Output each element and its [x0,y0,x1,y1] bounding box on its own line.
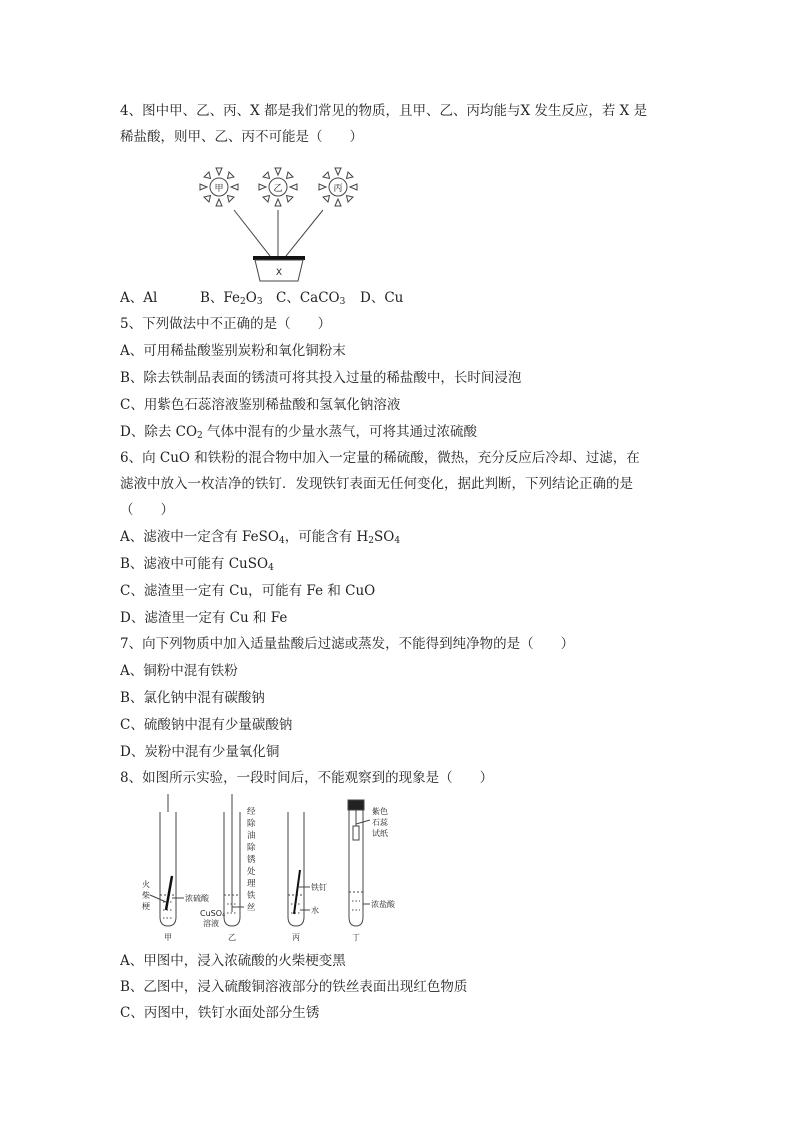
q4-option-b: B、$Fe_2O_3$ [200,290,263,307]
connector-line-1 [234,210,270,256]
label-iron-wire [247,807,256,913]
q5-option-d: D、除去 $CO_2$ 气体中混有的少量水蒸气，可将其通过浓硫酸 [120,424,478,441]
label-nail: 铁钉 [311,883,327,892]
q6-stem-line1: 6、向 CuO 和铁粉的混合物中加入一定量的稀硫酸，微热，充分反应后冷却、过滤，在 [120,450,640,466]
q7-stem: 7、向下列物质中加入适量盐酸后过滤或蒸发，不能得到纯净物的是（ ） [120,636,575,652]
label-litmus-3: 试纸 [372,829,388,838]
q7-option-a: A、铜粉中混有铁粉 [120,663,238,679]
q8-option-c: C、丙图中，铁钉水面处部分生锈 [120,1005,320,1021]
q4-option-c: C、CaCO$_3$ [276,290,346,307]
iron-nail [294,870,300,914]
label-match-2: 柴 [142,891,150,900]
label-litmus-1: 紫色 [372,807,388,816]
svg-text:锈: 锈 [247,855,256,865]
svg-text:处: 处 [247,867,256,877]
q8-stem: 8、如图所示实验，一段时间后，不能观察到的现象是（ ） [120,770,494,786]
svg-text:除: 除 [247,843,256,853]
q7-option-d: D、炭粉中混有少量氧化铜 [120,744,280,760]
tube-label-jia: 甲 [164,933,172,942]
q5-option-c: C、用紫色石蕊溶液鉴别稀盐酸和氢氧化钠溶液 [120,397,401,413]
matchstick [166,876,172,910]
q8-option-a: A、甲图中，浸入浓硫酸的火柴梗变黑 [120,953,346,969]
litmus-paper [353,826,359,840]
q5-stem: 5、下列做法中不正确的是（ ） [120,316,332,332]
sun-label-1: 甲 [214,184,224,194]
label-cuso4-1: CuSO₄ [200,909,226,918]
q4-option-d: D、Cu [360,290,404,306]
q7-option-c: C、硫酸钠中混有少量碳酸钠 [120,717,293,733]
q8-option-b: B、乙图中，浸入硫酸铜溶液部分的铁丝表面出现红色物质 [120,979,468,995]
svg-text:丝: 丝 [247,903,256,913]
base-label: X [275,268,283,278]
test-tube-jia [150,794,184,926]
svg-text:除: 除 [247,819,256,829]
q6-option-a: A、滤液中一定含有 FeSO$_4$，可能含有 $H_2SO_4$ [120,529,401,546]
stopper [348,800,364,810]
label-h2so4: 浓硫酸 [185,894,209,903]
q6-stem-line2: 滤液中放入一枚洁净的铁钉．发现铁钉表面无任何变化，据此判断，下列结论正确的是 [120,476,633,492]
q4-option-a: A、Al [120,290,158,306]
label-hcl: 浓盐酸 [371,900,395,909]
tube-label-ding: 丁 [352,933,360,942]
sun-label-3: 丙 [333,184,343,194]
q5-option-b: B、除去铁制品表面的锈渍可将其投入过量的稀盐酸中，长时间浸泡 [120,370,522,386]
tube-label-bing: 丙 [292,933,300,942]
label-water: 水 [311,906,319,915]
test-tube-ding [348,800,370,926]
q8-figure [0,792,794,952]
q6-option-d: D、滤渣里一定有 Cu 和 Fe [120,610,288,626]
q6-option-b: B、滤液中可能有 CuSO$_4$ [120,556,274,573]
connector-line-3 [286,210,323,256]
sun-label-2: 乙 [273,184,283,194]
svg-text:铁: 铁 [247,891,256,901]
label-cuso4-2: 溶液 [203,919,219,928]
label-match-3: 梗 [142,902,150,911]
label-litmus-2: 石蕊 [372,818,388,827]
q4-figure [0,160,794,295]
svg-text:理: 理 [247,879,256,889]
svg-text:油: 油 [247,831,256,841]
q7-option-b: B、氯化钠中混有碳酸钠 [120,690,265,706]
base-bar [253,256,305,260]
q4-stem-line1: 4、图中甲、乙、丙、X 都是我们常见的物质，且甲、乙、丙均能与X 发生反应，若 X 是 [120,103,648,119]
q5-option-a: A、可用稀盐酸鉴别炭粉和氧化铜粉末 [120,343,346,359]
svg-text:经: 经 [247,807,256,817]
test-tube-bing [288,812,310,926]
q6-stem-line3: （ ） [120,502,174,518]
q4-stem-line2: 稀盐酸，则甲、乙、丙不可能是（ ） [120,129,363,145]
test-tube-yi [224,794,244,926]
tube-label-yi: 乙 [228,933,236,942]
label-match-1: 火 [142,880,150,889]
q6-option-c: C、滤渣里一定有 Cu，可能有 Fe 和 CuO [120,583,376,599]
